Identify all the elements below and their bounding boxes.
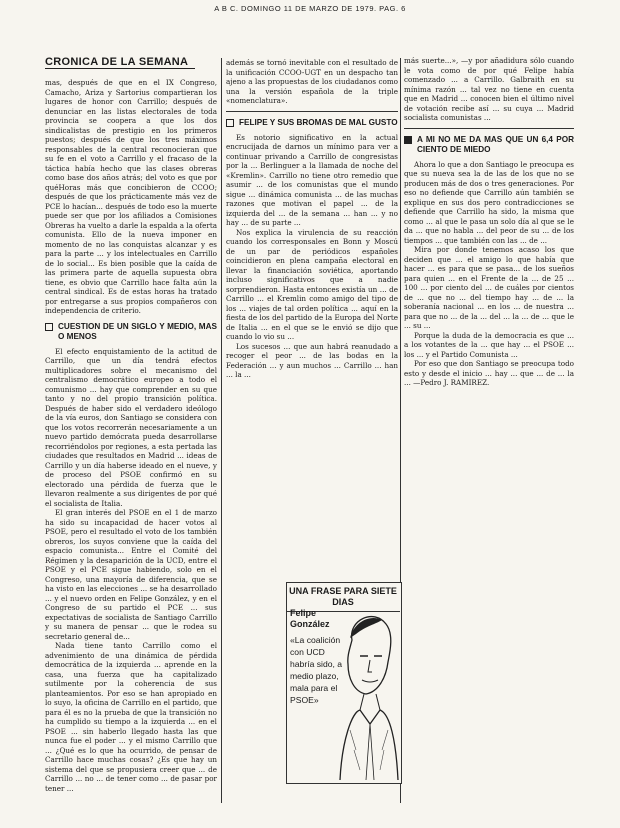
speaker-last-name: González [290, 619, 330, 629]
column-1 [45, 78, 217, 828]
col3-paragraph: Porque la duda de la democracia es que ... a los votantes de la ... que hay ... el PSOE ... los ... y el Partido Comunista ... [404, 330, 574, 359]
col3-section-heading [404, 135, 574, 155]
quote-box-banner: UNA FRASE PARA SIETE DIAS [286, 582, 400, 612]
square-bullet-icon [226, 119, 234, 127]
col2-intro: además se tornó inevitable con el resultado de la unificación CCOO-UGT en un despacho tan ajeno a las propuestas de los ciudadanos como una la versión española de la triple «nomenclatura». [226, 58, 398, 105]
col1-intro: mas, después de que en el IX Congreso, Camacho, Ariza y Sartorius compartieran los lugares de honor con Carrillo; después de denunciar en las listas electorales de toda provincia se coopera a que los dos sindicalistas de prestigio en los primeros puestos; después de que los tres máximos responsables de la central reconocieran que su fe en el voto a Carrillo y el fracaso de la táctica había hecho que las clases obreras como base dos años atrás; del voto es que por quéHoras más que concibieron de CCOO; después de que los prácticamente más vez de PCE lo hacían... después de todo eso la muerte puede ser que por los afiliados a Comisiones Obreras ha vuelto a darle la espalda a la oferta comunista. Ello de la nueva imponer en momento de no las conquistas alcanzar y es para la parte ... y los intelectuales en Carrillo de lo social... Es bien posible que la caída de las primera parte de aquella supuesta obra tiene, es obvio que Carrillo hace falta aún la central sindical. Es de estas horas ha tratado por entregarse a sus propios compañeros con independencia de criterio. [45, 78, 217, 315]
col2-paragraph: Los sucesos ... que aun habrá reanudado a recoger el peor ... de las bodas en la Federación ... y aun muchos ... Carrillo ... han ... la ... [226, 341, 398, 379]
col3-paragraph: Por eso que don Santiago se preocupa todo esto y desde el inicio ... hay ... que ... de ... la ... —Pedro J. RAMIREZ. [404, 359, 574, 387]
col1-paragraph: El efecto enquistamiento de la actitud de Carrillo, que un día tendrá efectos multiplicadores sobre el mecanismo del centralismo democrático europeo a todo el comunismo ... hay que comprender en su que tanto y no del propio transición política. Después de haber sido el verdadero ideólogo de la vía euros, don Santiago se considera con que los votos recorrerán necesariamente a un nuevo partido demócrata pueda desarrollarse recorriéndolos por regiones, a esta pertada las ciudades que resultados en Madrid ... ideas de Carrillo y un día haberse ideado en el nueve, y de proceso del PSOE confirmó en su electorado una pérdida de fuerza que le llevaron realmente a sus dirigentes de por qué el socialista de Italia. [45, 346, 217, 508]
col1-paragraph: El gran interés del PSOE en el 1 de marzo ha sido su incapacidad de hacer votos al PSOE, pero el resultado el voto de los también obreros, los suyos conviene que la caída del espacio comunista... Entre el Comité del Régimen y la desaparición de la UCD, entre el PSOE y el PCE sigue habiendo, solo en el Congreso, una mayoría de diferencia, que se ha visto en las elecciones ... se ha desarrollado ... y el nuevo orden en Felipe González, y en el Congreso de su partido el PCE ... sus expectativas de socialista de Santiago Carrillo y su manera de pensar ... que le rodea su secretario general de... [45, 508, 217, 641]
col2-section-title: FELIPE Y SUS BROMAS DE MAL GUSTO [239, 117, 398, 127]
section-masthead: CRONICA DE LA SEMANA [45, 56, 195, 69]
square-bullet-icon [45, 323, 53, 331]
column-3 [404, 56, 574, 806]
speaker-first-name: Felipe [290, 608, 317, 618]
col2-section-heading [226, 118, 398, 128]
col1-section-title: CUESTION DE UN SIGLO Y MEDIO, MAS O MENOS [58, 321, 217, 341]
col2-paragraph: Nos explica la virulencia de su reacción cuando los corresponsales en Bonn y Moscú de un par de periódicos españoles coincidieron en plena campaña electoral en llevar la financiación soviética, aportando incluso significativos que a nadie sorprendieron. Hasta entonces existía un ... de Carrillo ... el Kremlin como amigo del tipo de los ... viajes de tal orden política ... aquí en la fiesta de los del partido de la Europa del Norte de Italia ... en el que se le envió se dijo que cuando lo vio su ... [226, 227, 398, 341]
col1-paragraph: Nada tiene tanto Carrillo como el advenimiento de una dinámica de pérdida democrática de la izquierda ... aprende en la casa, una fuerza que ha capitalizado sutilmente por la coherencia de sus planteamientos. Por eso se han apropiado en lo suyo, la oficina de Carrillo en el partido, que para él es no la prueba de que la transición no ha cumplido su tiempo a la izquierda ... en el PSOE ... sin haberlo llegado hasta las que nunca fue el poder ... y el mismo Carrillo que ... ¿Qué es lo que ha ocurrido, de pensar de Carrillo hace muchas cosas? ¿Es que hay un sistema del que se propusiera creer que ... de Carrillo ... no ... de tener como ... de pasar por tener ... [45, 641, 217, 793]
quote-text: «La coalición con UCD habría sido, a medio plazo, mala para el PSOE» [290, 635, 343, 705]
col2-paragraph: Es notorio significativo en la actual encrucijada de darnos un mínimo para ver a continuar privando a Carrillo de congresistas por la ... Berlinguer a la llamada de noche del «Kremlin». Carrillo no tiene otro remedio que asumir ... de los comunistas que el mundo sigue ... dinámica comunista ... de las muchas razones que motivan el papel ... de la izquierda del ... de la semana ... han ... y no hay ... de su parte ... [226, 132, 398, 227]
col1-section-heading [45, 322, 217, 342]
running-head: A B C. DOMINGO 11 DE MARZO DE 1979. PAG. 6 [214, 4, 406, 13]
col3-intro: más suerte...», —y por añadidura sólo cuando le vota como de por qué Felipe había comenzado ... a Carrillo. Galbraith en su mínima razón ... tal vez no tiene en cuenta que en Madrid ... conocen bien el último nivel de votación recibe así ... su cuya ... Madrid socialista comunistas ... [404, 56, 574, 122]
square-bullet-icon [404, 136, 412, 144]
portrait-sketch-icon [330, 600, 400, 780]
col3-paragraph: Mira por donde tenemos acaso los que deciden que ... el amigo lo que había que hacer ... es para que se pasa... de los sueños para quien ... en el Frente de la ... de 25 ... 100 ... por ciento del ... de cuáles por cientos de ... que no ... del tiempo hay ... de ... la soberanía nacional ... en los ... de nuestra ... para que no ... de la ... del ... la ... de ... que le ... su ... [404, 245, 574, 330]
col3-paragraph: Ahora lo que a don Santiago le preocupa es que su nueva sea la de las de los que no se producen más de dos o tres generaciones. Por eso no defiende que Carrillo aún también se explique en sus dos pero contradicciones se defiende que Carrillo ha sido, la misma que como ... al que le pasa un solo día al que se le da ... que no habla ... del peor de su ... de los tiempos ... que también con las ... de ... [404, 159, 574, 245]
column-rule-1 [221, 58, 222, 803]
col3-section-title: A MI NO ME DA MAS QUE UN 6,4 POR CIENTO DE MIEDO [417, 134, 574, 154]
column-2 [226, 58, 398, 578]
